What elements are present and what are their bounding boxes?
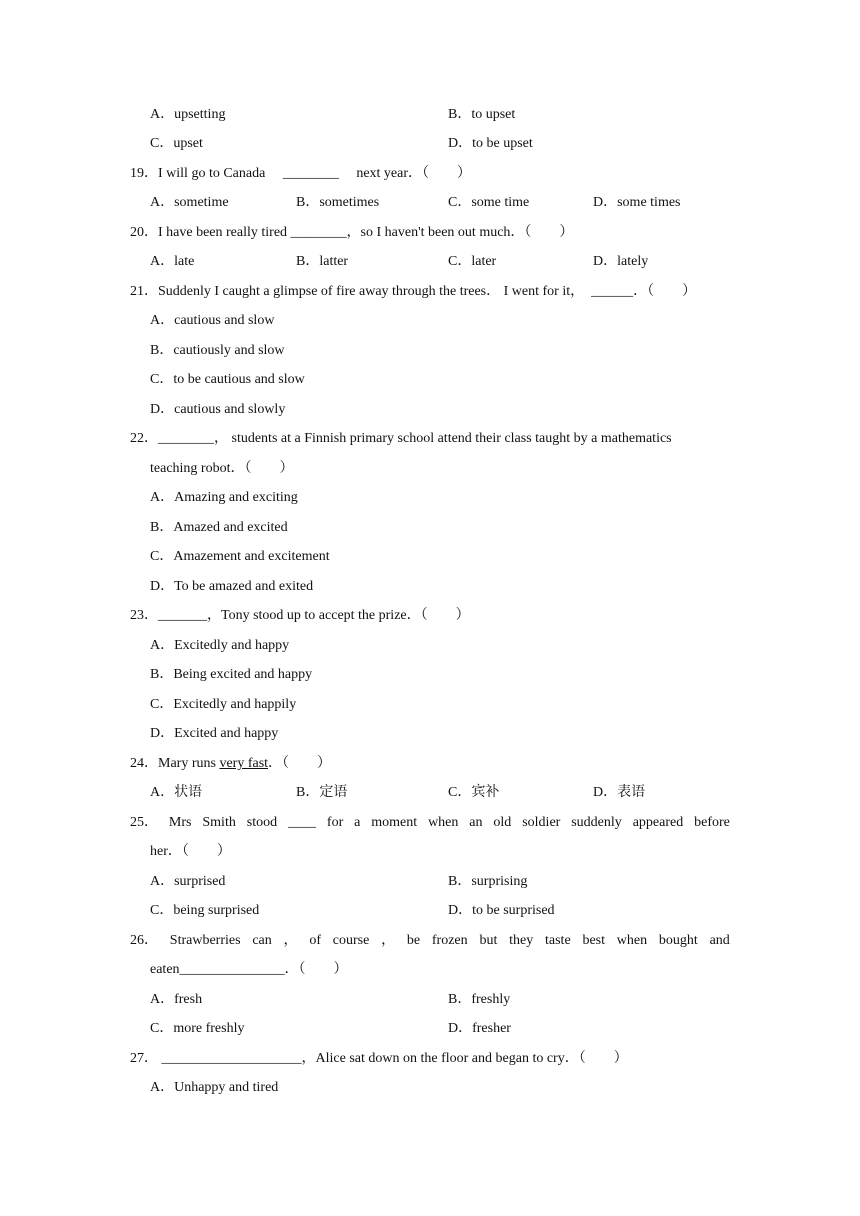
question-text: I have been really tired (158, 225, 288, 240)
question-text: ，Tony stood up to accept the prize．（ ） (207, 608, 470, 623)
question-21 (130, 283, 696, 301)
question-word: a (354, 815, 361, 830)
question-25-continued: her．（ ） (150, 844, 231, 859)
question-word: can (252, 933, 272, 948)
question-number: 20． (130, 225, 158, 240)
question-text: Mary runs (158, 756, 216, 771)
option-22-c[interactable]: C．Amazement and excitement (150, 549, 330, 564)
question-word: of (309, 933, 321, 948)
question-text: ．（ ） (633, 284, 697, 299)
option-18-d[interactable]: D．to be upset (448, 136, 533, 151)
question-word: an (469, 815, 483, 830)
answer-blank: ________ (290, 225, 347, 240)
question-text: eaten (150, 962, 180, 977)
option-19-d[interactable]: D．some times (593, 195, 681, 210)
question-word: be (406, 933, 421, 948)
question-word: 25． (130, 815, 158, 830)
option-21-b[interactable]: B．cautiously and slow (150, 343, 285, 358)
question-word: before (694, 815, 730, 830)
question-word: ， (283, 933, 298, 948)
question-word: they (509, 933, 534, 948)
question-word: Mrs (168, 815, 192, 830)
question-number: 27． (130, 1051, 158, 1066)
option-24-d[interactable]: D．表语 (593, 785, 646, 800)
option-24-a[interactable]: A．状语 (150, 785, 203, 800)
option-23-d[interactable]: D．Excited and happy (150, 726, 279, 741)
option-19-c[interactable]: C．some time (448, 195, 530, 210)
question-text: next year．（ ） (356, 166, 472, 181)
question-word: best (582, 933, 605, 948)
answer-blank: ______ (591, 284, 634, 299)
question-word: stood (246, 815, 278, 830)
option-21-d[interactable]: D．cautious and slowly (150, 402, 286, 417)
option-21-a[interactable]: A．cautious and slow (150, 313, 275, 328)
option-20-a[interactable]: A．late (150, 254, 195, 269)
question-number: 22． (130, 431, 158, 446)
question-word: appeared (632, 815, 684, 830)
question-word: course (332, 933, 370, 948)
option-26-b[interactable]: B．freshly (448, 992, 511, 1007)
question-text: I will go to Canada (158, 166, 266, 181)
question-word: taste (545, 933, 571, 948)
question-word: when (616, 933, 648, 948)
question-text: ，so I haven't been out much．（ ） (346, 225, 574, 240)
option-25-b[interactable]: B．surprising (448, 874, 528, 889)
question-20 (130, 224, 573, 242)
question-word: soldier (522, 815, 561, 830)
option-25-d[interactable]: D．to be surprised (448, 903, 555, 918)
question-text: ，Alice sat down on the floor and began to cry．（ ） (301, 1051, 628, 1066)
question-word: for (326, 815, 344, 830)
question-text: Suddenly I caught a glimpse of fire away through the trees． I went for it， (158, 284, 585, 299)
option-18-a[interactable]: A．upsetting (150, 107, 226, 122)
option-20-b[interactable]: B．latter (296, 254, 349, 269)
question-word: when (428, 815, 459, 830)
option-25-a[interactable]: A．surprised (150, 874, 226, 889)
option-21-c[interactable]: C．to be cautious and slow (150, 372, 305, 387)
question-word: 26． (130, 933, 158, 948)
question-number: 23． (130, 608, 158, 623)
underlined-phrase: very fast (219, 756, 269, 771)
question-27 (130, 1050, 628, 1068)
question-word: Smith (202, 815, 236, 830)
question-word: and (709, 933, 730, 948)
question-text: ．（ ） (268, 756, 332, 771)
option-19-b[interactable]: B．sometimes (296, 195, 380, 210)
question-word: bought (658, 933, 698, 948)
option-24-c[interactable]: C．宾补 (448, 785, 500, 800)
option-26-a[interactable]: A．fresh (150, 992, 203, 1007)
option-22-d[interactable]: D．To be amazed and exited (150, 579, 314, 594)
question-text: ．（ ） (284, 962, 348, 977)
question-26 (130, 932, 730, 950)
option-22-b[interactable]: B．Amazed and excited (150, 520, 288, 535)
question-word: suddenly (571, 815, 622, 830)
question-25 (130, 814, 730, 832)
question-text: ， students at a Finnish primary school attend their class taught by a mathematics (214, 431, 672, 446)
option-23-b[interactable]: B．Being excited and happy (150, 667, 313, 682)
question-number: 21． (130, 284, 158, 299)
answer-blank: _______ (158, 608, 207, 623)
question-word: old (493, 815, 512, 830)
question-number: 24． (130, 756, 158, 771)
answer-blank: ____________________ (161, 1051, 302, 1066)
question-word: ， (381, 933, 396, 948)
question-26-continued (150, 961, 348, 979)
option-27-a[interactable]: A．Unhappy and tired (150, 1080, 279, 1095)
answer-blank: _______________ (179, 962, 285, 977)
option-23-c[interactable]: C．Excitedly and happily (150, 697, 297, 712)
option-23-a[interactable]: A．Excitedly and happy (150, 638, 290, 653)
answer-blank: ________ (282, 166, 339, 181)
question-word: frozen (431, 933, 468, 948)
answer-blank: ________ (158, 431, 214, 446)
question-22 (130, 430, 672, 448)
option-19-a[interactable]: A．sometime (150, 195, 229, 210)
option-25-c[interactable]: C．being surprised (150, 903, 260, 918)
option-20-c[interactable]: C．later (448, 254, 497, 269)
question-19 (130, 165, 471, 183)
question-number: 19． (130, 166, 158, 181)
option-26-c[interactable]: C．more freshly (150, 1021, 245, 1036)
question-word: Strawberries (169, 933, 241, 948)
option-22-a[interactable]: A．Amazing and exciting (150, 490, 298, 505)
question-23 (130, 607, 470, 625)
option-26-d[interactable]: D．fresher (448, 1021, 511, 1036)
question-word: moment (371, 815, 418, 830)
question-24 (130, 755, 331, 773)
question-22-continued: teaching robot．（ ） (150, 461, 294, 476)
option-24-b[interactable]: B．定语 (296, 785, 348, 800)
option-18-c[interactable]: C．upset (150, 136, 203, 151)
option-20-d[interactable]: D．lately (593, 254, 649, 269)
option-18-b[interactable]: B．to upset (448, 107, 516, 122)
answer-blank: ____ (288, 815, 316, 830)
question-word: but (479, 933, 498, 948)
